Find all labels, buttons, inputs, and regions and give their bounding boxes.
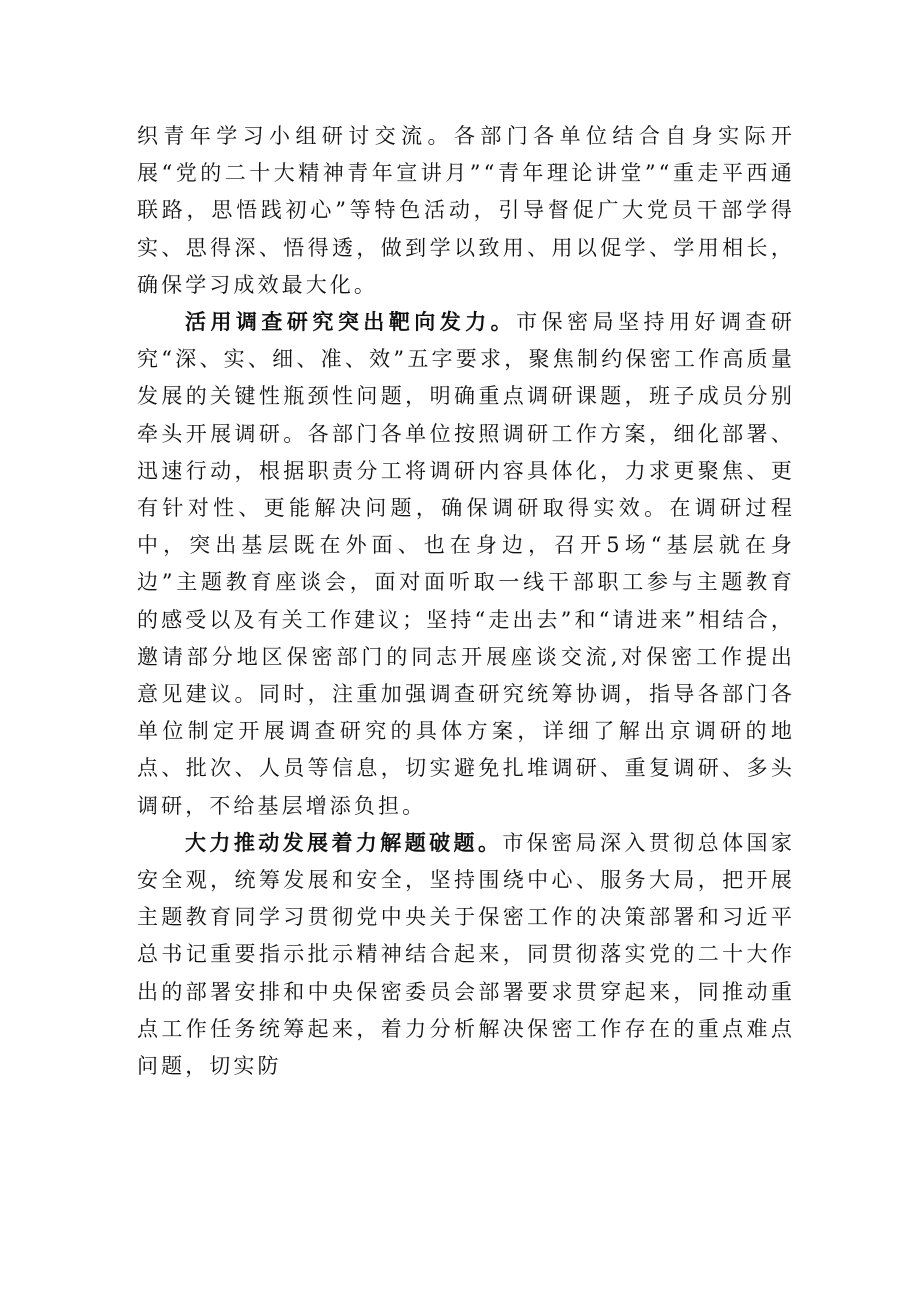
paragraph-text: 市保密局坚持用好调查研究“深、实、细、准、效”五字要求，聚焦制约保密工作高质量发展的关键性瓶颈性问题，明确重点调研课题，班子成员分别牵头开展调研。各部门各单位按照调研工作方案，细化部署、迅速行动，根据职责分工将调研内容具体化，力求更聚焦、更有针对性、更能解决问题，确保调研取得实效。在调研过程中，突出基层既在外面、也在身边，召开5场“基层就在身边”主题教育座谈会，面对面听取一线干部职工参与主题教育的感受以及有关工作建议；坚持“走出去”和“请进来”相结合，邀请部分地区保密部门的同志开展座谈交流,对保密工作提出意见建议。同时，注重加强调查研究统筹协调，指导各部门各单位制定开展调查研究的具体方案，详细了解出京调研的地点、批次、人员等信息，切实避免扎堆调研、重复调研、多头调研，不给基层增添负担。	[137, 310, 795, 818]
paragraph-text: 市保密局深入贯彻总体国家安全观，统筹发展和安全，坚持围绕中心、服务大局，把开展主题教育同学习贯彻党中央关于保密工作的决策部署和习近平总书记重要指示批示精神结合起来，同贯彻落实党的二十大作出的部署安排和中央保密委员会部署要求贯穿起来，同推动重点工作任务统筹起来，着力分析解决保密工作存在的重点难点问题，切实防	[137, 830, 795, 1079]
document-page	[137, 118, 795, 1085]
paragraph-research	[137, 304, 795, 825]
paragraph-text: 织青年学习小组研讨交流。各部门各单位结合自身实际开展“党的二十大精神青年宣讲月”“青年理论讲堂”“重走平西通联路，思悟践初心”等特色活动，引导督促广大党员干部学得实、思得深、悟得透，做到学以致用、用以促学、学用相长，确保学习成效最大化。	[137, 124, 795, 297]
paragraph-heading: 大力推动发展着力解题破题。	[185, 830, 503, 855]
paragraph-development	[137, 825, 795, 1085]
paragraph-heading: 活用调查研究突出靶向发力。	[185, 310, 517, 335]
paragraph-continuation	[137, 118, 795, 304]
